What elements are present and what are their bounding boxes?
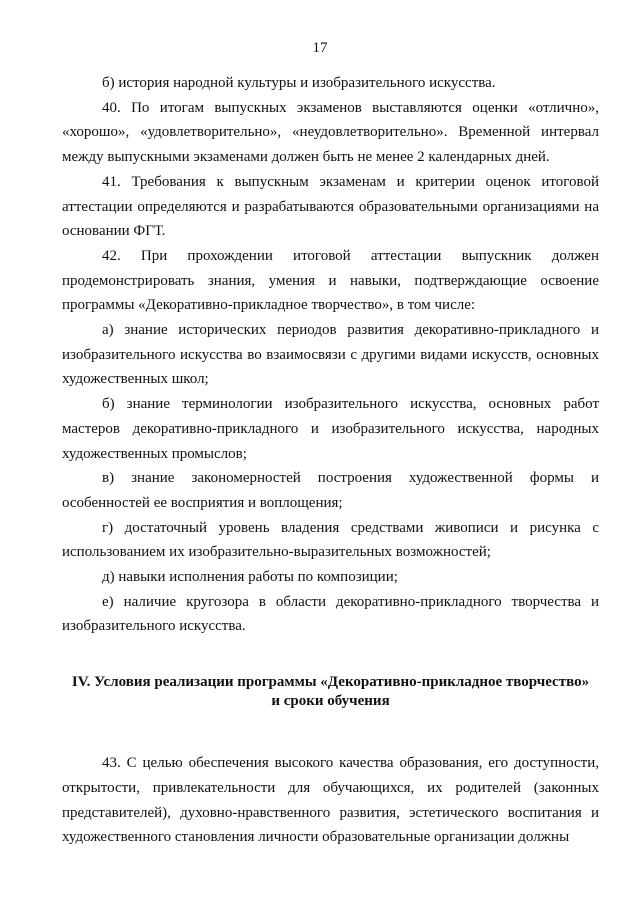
list-item-d: д) навыки исполнения работы по композиции;: [102, 569, 398, 586]
paragraph-43: 43. С целью обеспечения высокого качества образования, его доступности, открытости, привлекательности для обучающихся, их родителей (законных представителей), духовно-нравственного развития, эстетического воспитания и художественного становления личности образовательные организации должны: [62, 755, 599, 846]
paragraph-item-b-history: б) история народной культуры и изобразительного искусства.: [102, 75, 496, 91]
list-item-v: в) знание закономерностей построения художественной формы и особенностей ее восприятия и воплощения;: [62, 470, 599, 511]
list-item-e: е) наличие кругозора в области декоративно-прикладного творчества и изобразительного искусства.: [62, 593, 599, 635]
section-heading: [62, 673, 599, 711]
paragraph-40: 40. По итогам выпускных экзаменов выставляются оценки «отлично», «хорошо», «удовлетворительно», «неудовлетворительно». Временной интервал между выпускными экзаменами должен быть не менее 2 календарных дней.: [62, 99, 599, 166]
list-item-b: б) знание терминологии изобразительного искусства, основных работ мастеров декоративно-прикладного и изобразительного искусства, народных художественных промыслов;: [62, 396, 599, 462]
paragraph-42: 42. При прохождении итоговой аттестации выпускник должен продемонстрировать знания, умения и навыки, подтверждающие освоение программы «Декоративно-прикладное творчество», в том числе:: [62, 247, 599, 314]
section-heading-line-2: и сроки обучения: [271, 693, 390, 710]
list-item-a: а) знание исторических периодов развития декоративно-прикладного и изобразительного искусства во взаимосвязи с другими видами искусств, основных художественных школ;: [62, 322, 599, 388]
paragraph-41: 41. Требования к выпускным экзаменам и критерии оценок итоговой аттестации определяются и разрабатываются образовательными организациями на основании ФГТ.: [62, 173, 599, 240]
list-item-g: г) достаточный уровень владения средствами живописи и рисунка с использованием их изобразительно-выразительных возможностей;: [62, 519, 599, 561]
page-number: 17: [312, 40, 328, 56]
section-heading-line-1: IV. Условия реализации программы «Декоративно-прикладное творчество»: [71, 674, 590, 691]
document-body: [62, 71, 599, 850]
